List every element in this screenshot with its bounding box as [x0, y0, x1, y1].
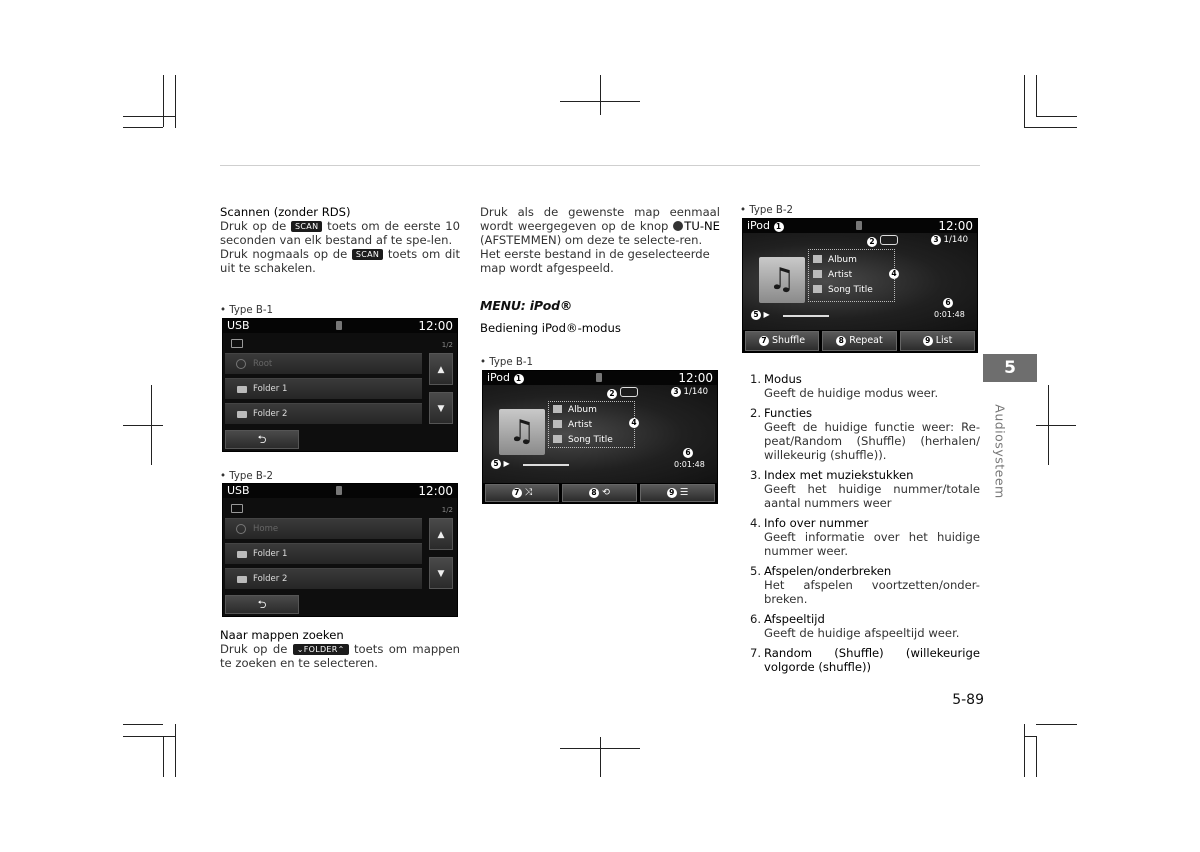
folder-icon: [237, 386, 247, 393]
album-art-icon: ♫: [759, 257, 805, 303]
folder-icon: [237, 551, 247, 558]
chapter-tab: 5: [983, 354, 1037, 382]
status-bar: [743, 219, 977, 233]
artist-icon: [553, 420, 562, 428]
callout-6: 6: [683, 448, 693, 458]
usb-icon: [336, 486, 342, 495]
progress-bar: [523, 464, 569, 466]
list-button[interactable]: 9 List: [900, 331, 975, 351]
track-index: 3 1/140: [931, 235, 968, 245]
scan-p1-pre: Druk op de: [220, 219, 287, 233]
ipod-icon: [856, 221, 862, 230]
repeat-icon: ⟲: [602, 487, 610, 498]
album-line: Album: [813, 254, 857, 266]
folder-key-icon: ⌄FOLDER⌃: [293, 644, 349, 655]
button-bar: [743, 330, 977, 352]
callout-4: 4: [629, 418, 639, 428]
note-icon: [813, 285, 822, 293]
scan-p2-post: toets om dit uit te schakelen.: [220, 247, 461, 275]
track-index: 3 1/140: [671, 387, 708, 397]
chapter-label: Audiosysteem: [992, 404, 1008, 499]
ipod-mode-subtitle: Bediening iPod®-modus: [480, 321, 621, 335]
folder-open-icon: [231, 339, 243, 348]
artist-line: Artist: [813, 269, 852, 281]
function-indicator: 2: [607, 387, 638, 399]
repeat-button[interactable]: 8 Repeat: [822, 331, 897, 351]
clock: 12:00: [418, 484, 453, 498]
artist-line: Artist: [553, 419, 592, 431]
column-1: [220, 205, 460, 275]
track-info-box: [808, 249, 895, 302]
folder-post: toets om mappen te zoeken en te selecteren.: [220, 642, 461, 670]
folder-icon: [237, 411, 247, 418]
song-line: Song Title: [813, 284, 873, 296]
ipod-icon: [596, 373, 602, 382]
menu-ipod-heading: MENU: iPod®: [480, 298, 573, 313]
tune-label: TU-NE: [684, 219, 720, 233]
list-item-folder-1[interactable]: Folder 1: [225, 543, 422, 564]
function-indicator: 2: [867, 235, 898, 247]
play-pause-control[interactable]: 5 ▶: [491, 459, 510, 469]
play-icon: [236, 524, 246, 534]
mode-label: USB: [227, 484, 250, 497]
folder-open-icon: [231, 504, 243, 513]
folder-title: Naar mappen zoeken: [220, 628, 344, 642]
select-paragraph: [480, 205, 720, 247]
album-line: Album: [553, 404, 597, 416]
column-2: [480, 205, 720, 275]
status-bar: [483, 371, 717, 385]
clock: 12:00: [678, 371, 713, 385]
mode-label: iPod 1: [747, 219, 784, 233]
callout-1: 1: [774, 222, 784, 232]
scan-paragraph-2: [220, 247, 460, 275]
folder-pre: Druk op de: [220, 642, 288, 656]
song-line: Song Title: [553, 434, 613, 446]
album-icon: [553, 405, 562, 413]
note-icon: [553, 435, 562, 443]
list-item-folder-2[interactable]: Folder 2: [225, 568, 422, 589]
repeat-button[interactable]: 8 ⟲: [562, 484, 637, 502]
page-indicator: 1/2: [441, 506, 453, 514]
scan-p1-post: toets om de eerste 10 seconden van elk bestand af te spe-len.: [220, 219, 461, 247]
play-icon: [236, 359, 246, 369]
now-playing-area: [483, 385, 717, 483]
back-button[interactable]: ⮌: [225, 430, 299, 449]
ipod-screen-b2: [742, 218, 978, 353]
legend-list: 1. Modus Geeft de huidige modus weer. 2. Functies Geeft de huidige functie weer: Re-peat/Random (Shuffle) (herhalen/ willekeurig (shuffle)). 3. Index met muziekstukken Geeft het huidige nummer/totale aantal nummers weer 4. Info over nummer Geeft informatie over het huidige nummer weer. 5. Afspelen/onderbreken Het afspelen voortzetten/onder-breken. 6. Afspeeltijd Geeft de huidige afspeeltijd weer. 7. Random (Shuffle) (willekeurige volgorde (shuffle)): [750, 372, 980, 674]
type-b2-label-ipod: • Type B-2: [740, 205, 794, 216]
usb-screen-b1: [222, 318, 458, 452]
list-item-folder-2[interactable]: Folder 2: [225, 403, 422, 424]
scroll-down-button[interactable]: ▼: [429, 557, 453, 589]
scan-p2-pre: Druk nogmaals op de: [220, 247, 348, 261]
header-rule: [220, 165, 980, 166]
page-indicator: 1/2: [441, 341, 453, 349]
list-button[interactable]: 9 ☰: [640, 484, 715, 502]
list-icon: ☰: [679, 487, 689, 498]
folder-icon: [237, 576, 247, 583]
mode-label: USB: [227, 319, 250, 332]
scan-key-icon: SCAN: [352, 249, 383, 260]
type-b1-label: • Type B-1: [220, 305, 274, 316]
callout-1: 1: [514, 374, 524, 384]
select-pre: Druk als de gewenste map eenmaal wordt weergegeven op de knop: [480, 205, 720, 233]
type-b1-label-ipod: • Type B-1: [480, 357, 534, 368]
usb-icon: [336, 321, 342, 330]
now-playing-area: [743, 233, 977, 330]
clock: 12:00: [938, 219, 973, 233]
status-bar: [223, 319, 457, 333]
scroll-up-button[interactable]: ▲: [429, 353, 453, 385]
type-b2-label: • Type B-2: [220, 471, 274, 482]
list-item-folder-1[interactable]: Folder 1: [225, 378, 422, 399]
button-bar: [483, 483, 717, 503]
back-button[interactable]: ⮌: [225, 595, 299, 614]
scan-paragraph-1: [220, 219, 460, 247]
scan-title: Scannen (zonder RDS): [220, 205, 351, 219]
clock: 12:00: [418, 319, 453, 333]
play-pause-control[interactable]: 5 ▶: [751, 310, 770, 320]
page-number: 5-89: [952, 692, 984, 708]
album-art-icon: ♫: [499, 409, 545, 455]
scroll-down-button[interactable]: ▼: [429, 392, 453, 424]
album-icon: [813, 255, 822, 263]
shuffle-icon: ⤨: [524, 487, 533, 498]
elapsed-time: 0:01:48: [674, 460, 705, 469]
select-post: (AFSTEMMEN) om deze te selecte-ren.: [480, 233, 703, 247]
progress-bar: [783, 315, 829, 317]
scan-key-icon: SCAN: [291, 221, 322, 232]
scroll-up-button[interactable]: ▲: [429, 518, 453, 550]
artist-icon: [813, 270, 822, 278]
mode-label: iPod 1: [487, 371, 524, 385]
elapsed-time: 0:01:48: [934, 310, 965, 319]
play-first-paragraph: Het eerste bestand in de geselecteerde map wordt afgespeeld.: [480, 247, 710, 275]
callout-6: 6: [943, 298, 953, 308]
tune-knob-icon: [673, 221, 683, 231]
list-item-home[interactable]: Home: [225, 518, 422, 539]
status-bar: [223, 484, 457, 498]
ipod-screen-b1: [482, 370, 718, 504]
list-item-root[interactable]: Root: [225, 353, 422, 374]
track-info-box: [548, 401, 635, 448]
callout-4: 4: [889, 269, 899, 279]
usb-screen-b2: [222, 483, 458, 617]
shuffle-button[interactable]: 7 Shuffle: [745, 331, 819, 351]
folder-section: [220, 628, 460, 670]
folder-paragraph: [220, 642, 460, 670]
shuffle-button[interactable]: 7 ⤨: [485, 484, 559, 502]
